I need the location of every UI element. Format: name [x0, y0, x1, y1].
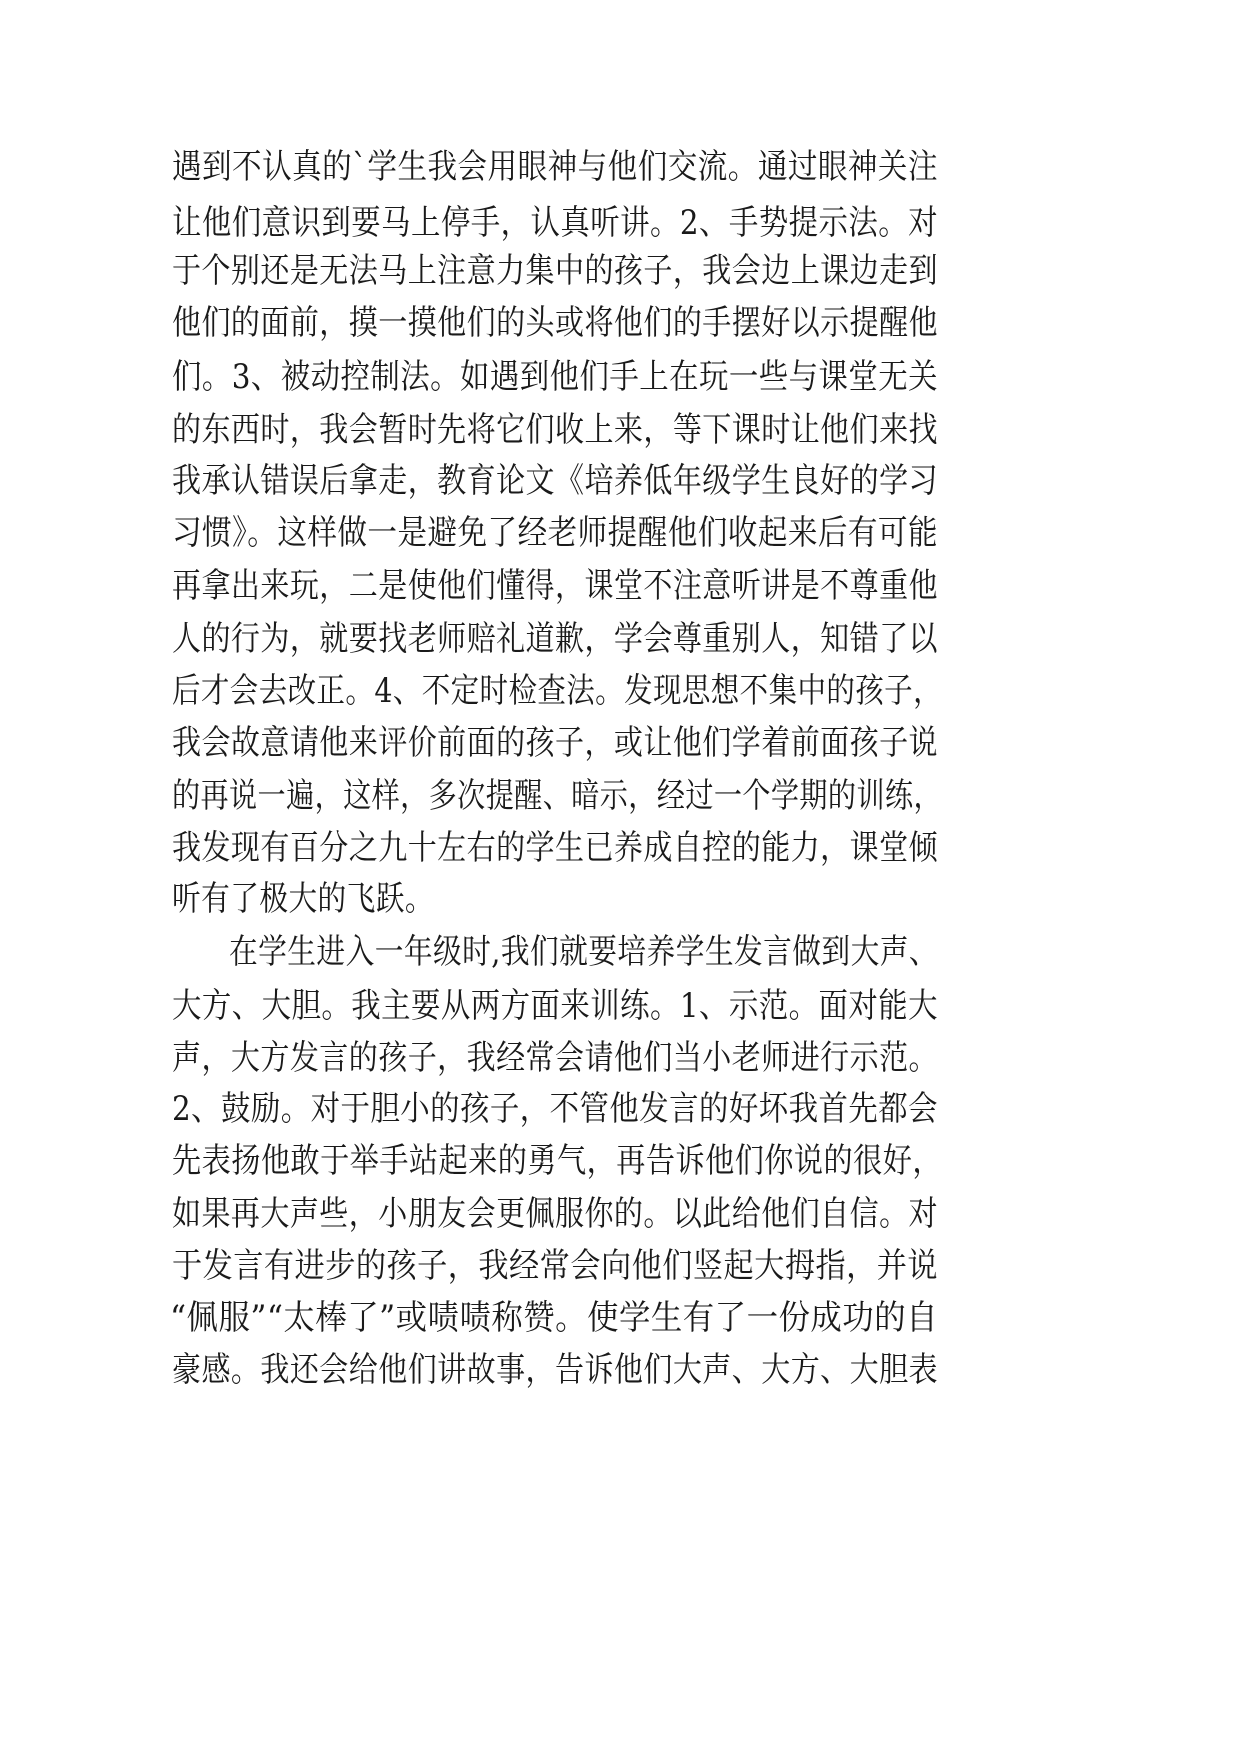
text-line: 们。3、被动控制法。如遇到他们手上在玩一些与课堂无关	[172, 357, 938, 397]
text-line: 声，大方发言的孩子，我经常会请他们当小老师进行示范。	[172, 1038, 938, 1078]
text-line: 在学生进入一年级时,我们就要培养学生发言做到大声、	[229, 932, 938, 972]
text-line: 的再说一遍，这样，多次提醒、暗示，经过一个学期的训练，	[172, 776, 942, 816]
text-line: 听有了极大的飞跃。	[172, 879, 434, 919]
text-line: 我会故意请他来评价前面的孩子，或让他们学着前面孩子说	[172, 723, 938, 763]
text-line: 再拿出来玩，二是使他们懂得，课堂不注意听讲是不尊重他	[172, 566, 938, 606]
text-line: 豪感。我还会给他们讲故事，告诉他们大声、大方、大胆表	[172, 1350, 938, 1390]
text-line: 人的行为，就要找老师赔礼道歉，学会尊重别人，知错了以	[172, 619, 938, 659]
text-line: 大方、大胆。我主要从两方面来训练。1、示范。面对能大	[172, 986, 938, 1026]
text-line: 2、鼓励。对于胆小的孩子，不管他发言的好坏我首先都会	[172, 1089, 938, 1129]
text-line: 我发现有百分之九十左右的学生已养成自控的能力，课堂倾	[172, 828, 938, 868]
text-line: 我承认错误后拿走，教育论文《培养低年级学生良好的学习	[172, 461, 938, 501]
text-line: 于发言有进步的孩子，我经常会向他们竖起大拇指，并说	[172, 1246, 938, 1286]
text-line: 后才会去改正。4、不定时检查法。发现思想不集中的孩子，	[172, 671, 942, 711]
text-line: 先表扬他敢于举手站起来的勇气，再告诉他们你说的很好，	[172, 1141, 942, 1181]
text-line: 他们的面前，摸一摸他们的头或将他们的手摆好以示提醒他	[172, 303, 938, 343]
text-line: 于个别还是无法马上注意力集中的孩子，我会边上课边走到	[172, 251, 938, 291]
text-line: 让他们意识到要马上停手，认真听讲。2、手势提示法。对	[172, 203, 938, 243]
text-line: 的东西时，我会暂时先将它们收上来，等下课时让他们来找	[172, 410, 938, 450]
text-line: 习惯》。这样做一是避免了经老师提醒他们收起来后有可能	[172, 513, 938, 553]
text-line: 如果再大声些，小朋友会更佩服你的。以此给他们自信。对	[172, 1194, 938, 1234]
text-line: “佩服”“太棒了”或啧啧称赞。使学生有了一份成功的自	[170, 1298, 938, 1338]
text-line: 遇到不认真的`学生我会用眼神与他们交流。通过眼神关注	[172, 147, 938, 187]
